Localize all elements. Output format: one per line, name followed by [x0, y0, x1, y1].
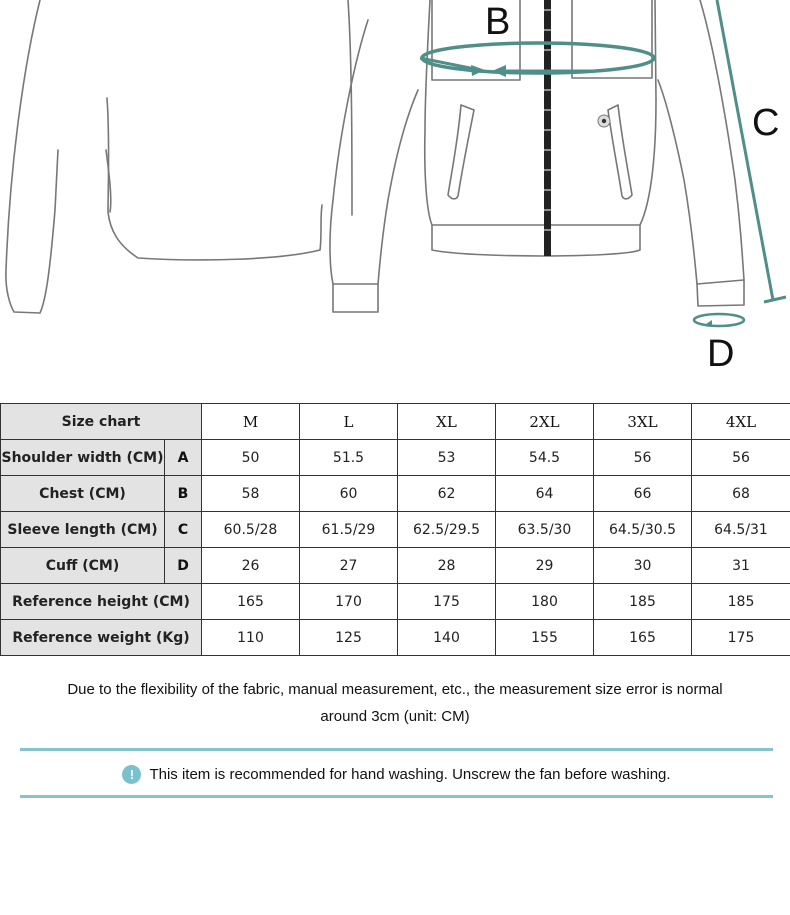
table-cell: 64.5/30.5 [594, 512, 692, 548]
row-code: D [165, 548, 202, 584]
table-cell: 61.5/29 [300, 512, 398, 548]
table-cell: 175 [692, 620, 790, 656]
table-cell: 26 [202, 548, 300, 584]
measurement-note [20, 676, 770, 730]
exclamation-icon: ! [122, 765, 141, 784]
table-row [1, 548, 790, 584]
row-code: C [165, 512, 202, 548]
table-cell: 180 [496, 584, 594, 620]
table-cell: 30 [594, 548, 692, 584]
table-header-row [1, 404, 790, 440]
table-cell: 185 [692, 584, 790, 620]
table-cell: 29 [496, 548, 594, 584]
size-header: 2XL [496, 404, 594, 440]
table-cell: 53 [398, 440, 496, 476]
row-label: Chest (CM) [1, 476, 165, 512]
table-cell: 51.5 [300, 440, 398, 476]
table-cell: 140 [398, 620, 496, 656]
label-c: C [752, 102, 780, 144]
row-label: Reference height (CM) [1, 584, 202, 620]
table-cell: 125 [300, 620, 398, 656]
size-chart-table [0, 403, 790, 656]
table-cell: 27 [300, 548, 398, 584]
table-cell: 185 [594, 584, 692, 620]
table-cell: 63.5/30 [496, 512, 594, 548]
table-row [1, 440, 790, 476]
label-d: D [707, 333, 735, 375]
row-label: Cuff (CM) [1, 548, 165, 584]
cuff-measure-ring [694, 314, 744, 326]
table-cell: 64 [496, 476, 594, 512]
row-code: B [165, 476, 202, 512]
row-code: A [165, 440, 202, 476]
row-label: Sleeve length (CM) [1, 512, 165, 548]
chest-arrow-right [492, 65, 506, 77]
divider-top [20, 748, 773, 751]
table-cell: 28 [398, 548, 496, 584]
size-header: L [300, 404, 398, 440]
table-cell: 110 [202, 620, 300, 656]
table-cell: 155 [496, 620, 594, 656]
row-label: Shoulder width (CM) [1, 440, 165, 476]
chest-arrow-left [471, 65, 485, 76]
table-cell: 54.5 [496, 440, 594, 476]
table-cell: 56 [692, 440, 790, 476]
table-cell: 175 [398, 584, 496, 620]
table-cell: 50 [202, 440, 300, 476]
chest-measure-ring [422, 43, 654, 73]
zipper [544, 0, 551, 256]
size-header: 3XL [594, 404, 692, 440]
table-title: Size chart [1, 404, 202, 440]
table-cell: 56 [594, 440, 692, 476]
table-cell: 31 [692, 548, 790, 584]
size-header: XL [398, 404, 496, 440]
row-label: Reference weight (Kg) [1, 620, 202, 656]
table-cell: 62 [398, 476, 496, 512]
jacket-measurement-diagram [0, 0, 790, 380]
sleeve-measure-line [717, 0, 773, 300]
washing-notice-text: This item is recommended for hand washing. Unscrew the fan before washing. [149, 765, 671, 783]
size-header: 4XL [692, 404, 790, 440]
table-cell: 60 [300, 476, 398, 512]
washing-notice [20, 752, 773, 796]
table-cell: 170 [300, 584, 398, 620]
divider-bottom [20, 795, 773, 798]
back-jacket-outline [6, 0, 58, 313]
size-header: M [202, 404, 300, 440]
table-cell: 165 [202, 584, 300, 620]
table-cell: 62.5/29.5 [398, 512, 496, 548]
table-row [1, 620, 790, 656]
note-line-2: around 3cm (unit: CM) [320, 708, 470, 725]
table-cell: 64.5/31 [692, 512, 790, 548]
table-row [1, 476, 790, 512]
note-line-1: Due to the flexibility of the fabric, manual measurement, etc., the measurement size error is normal [67, 681, 723, 698]
table-row [1, 512, 790, 548]
table-cell: 58 [202, 476, 300, 512]
table-cell: 68 [692, 476, 790, 512]
table-cell: 60.5/28 [202, 512, 300, 548]
table-cell: 66 [594, 476, 692, 512]
table-row [1, 584, 790, 620]
table-cell: 165 [594, 620, 692, 656]
label-b: B [485, 1, 511, 43]
